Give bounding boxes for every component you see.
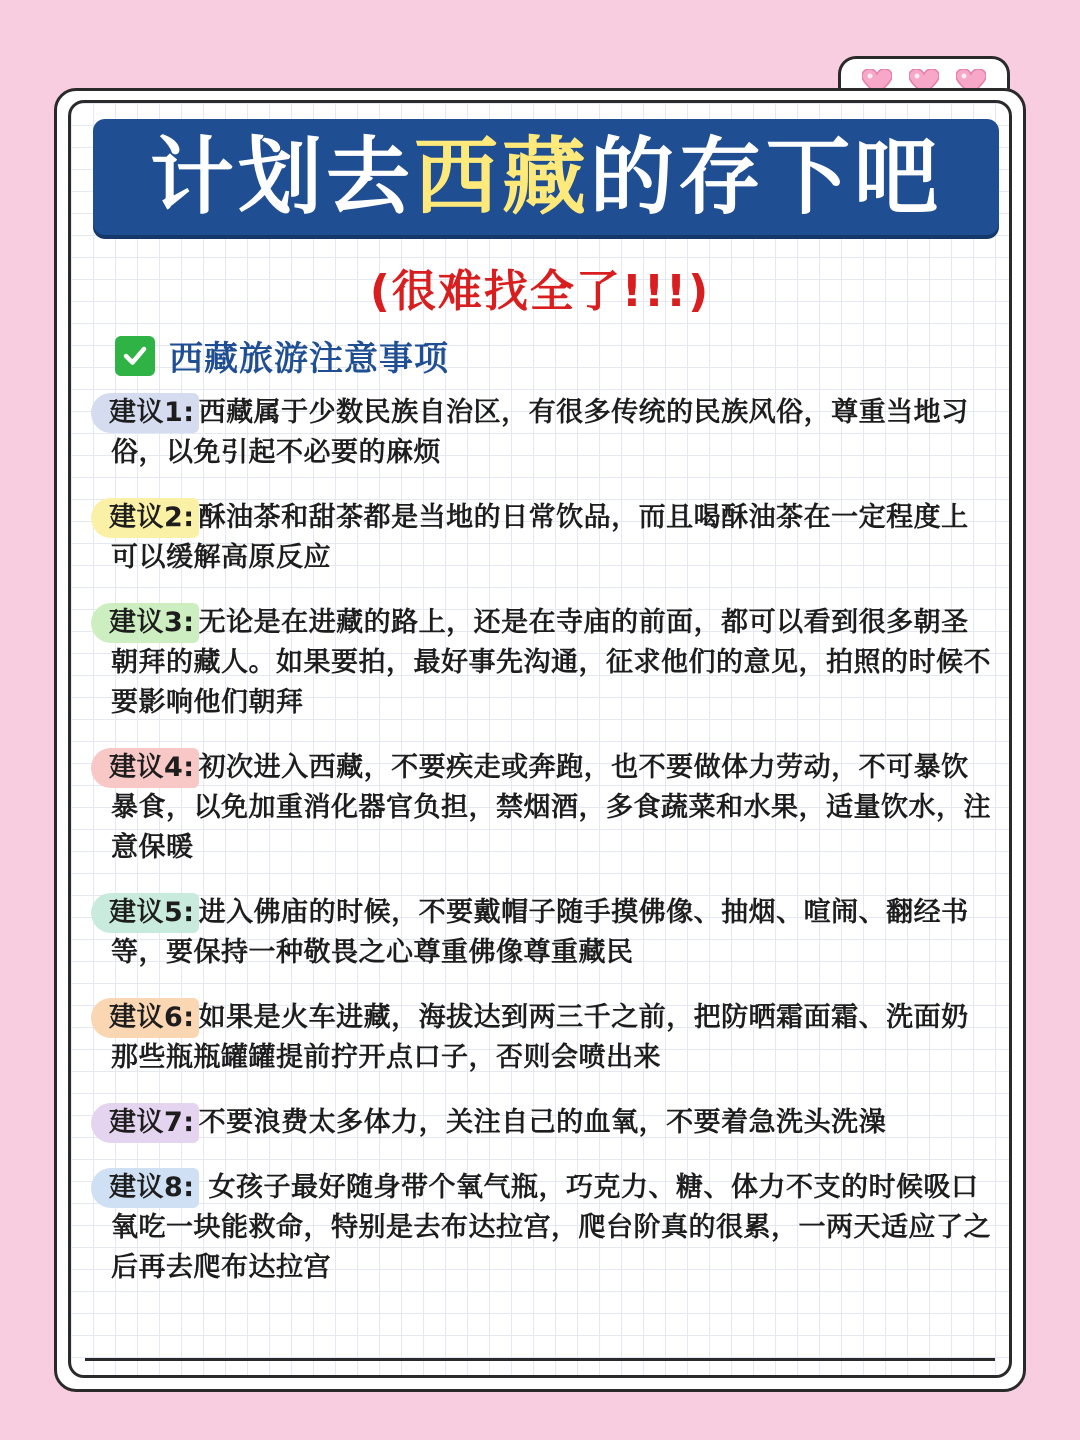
list-item <box>111 893 991 973</box>
tip-label: 建议2: <box>91 498 199 538</box>
tip-text: 无论是在进藏的路上，还是在寺庙的前面，都可以看到很多朝圣朝拜的藏人。如果要拍，最好事先沟通，征求他们的意见，拍照的时候不要影响他们朝拜 <box>111 607 991 718</box>
list-item <box>111 393 991 473</box>
title-highlight: 西藏 <box>413 128 590 226</box>
tip-text: 不要浪费太多体力，关注自己的血氧，不要着急洗头洗澡 <box>198 1107 887 1138</box>
note-card <box>68 100 1012 1378</box>
section-title: 西藏旅游注意事项 <box>169 339 449 379</box>
tip-label: 建议4: <box>91 748 199 788</box>
tip-label: 建议6: <box>91 998 199 1038</box>
tips-list <box>111 393 991 1313</box>
list-item <box>111 748 991 868</box>
tip-label: 建议5: <box>91 893 199 933</box>
tip-label: 建议7: <box>91 1103 199 1143</box>
title-suffix: 的存下吧 <box>590 128 943 226</box>
tip-text: 进入佛庙的时候，不要戴帽子随手摸佛像、抽烟、喧闹、翻经书等，要保持一种敬畏之心尊重佛像尊重藏民 <box>111 897 969 968</box>
divider <box>85 1358 995 1361</box>
tip-text: 女孩子最好随身带个氧气瓶，巧克力、糖、体力不支的时候吸口氧吃一块能救命，特别是去布达拉宫，爬台阶真的很累，一两天适应了之后再去爬布达拉宫 <box>111 1172 991 1283</box>
tip-text: 初次进入西藏，不要疾走或奔跑，也不要做体力劳动，不可暴饮暴食，以免加重消化器官负担，禁烟酒，多食蔬菜和水果，适量饮水，注意保暖 <box>111 752 991 863</box>
subtitle: (很难找全了!!!) <box>369 266 711 317</box>
tip-text: 如果是火车进藏，海拔达到两三千之前，把防晒霜面霜、洗面奶那些瓶瓶罐罐提前拧开点口子，否则会喷出来 <box>111 1002 969 1073</box>
list-item <box>111 1103 991 1143</box>
list-item <box>111 998 991 1078</box>
section-header <box>115 331 449 380</box>
page-title <box>149 128 943 226</box>
check-mark-icon <box>115 336 155 376</box>
tip-label: 建议8: <box>91 1168 199 1208</box>
title-prefix: 计划去 <box>149 128 414 226</box>
title-banner <box>93 119 999 235</box>
tip-text: 西藏属于少数民族自治区，有很多传统的民族风俗，尊重当地习俗，以免引起不必要的麻烦 <box>111 397 969 468</box>
list-item <box>111 498 991 578</box>
list-item <box>111 1168 991 1288</box>
tip-label: 建议1: <box>91 393 199 433</box>
list-item <box>111 603 991 723</box>
tip-label: 建议3: <box>91 603 199 643</box>
tip-text: 酥油茶和甜茶都是当地的日常饮品，而且喝酥油茶在一定程度上可以缓解高原反应 <box>111 502 969 573</box>
